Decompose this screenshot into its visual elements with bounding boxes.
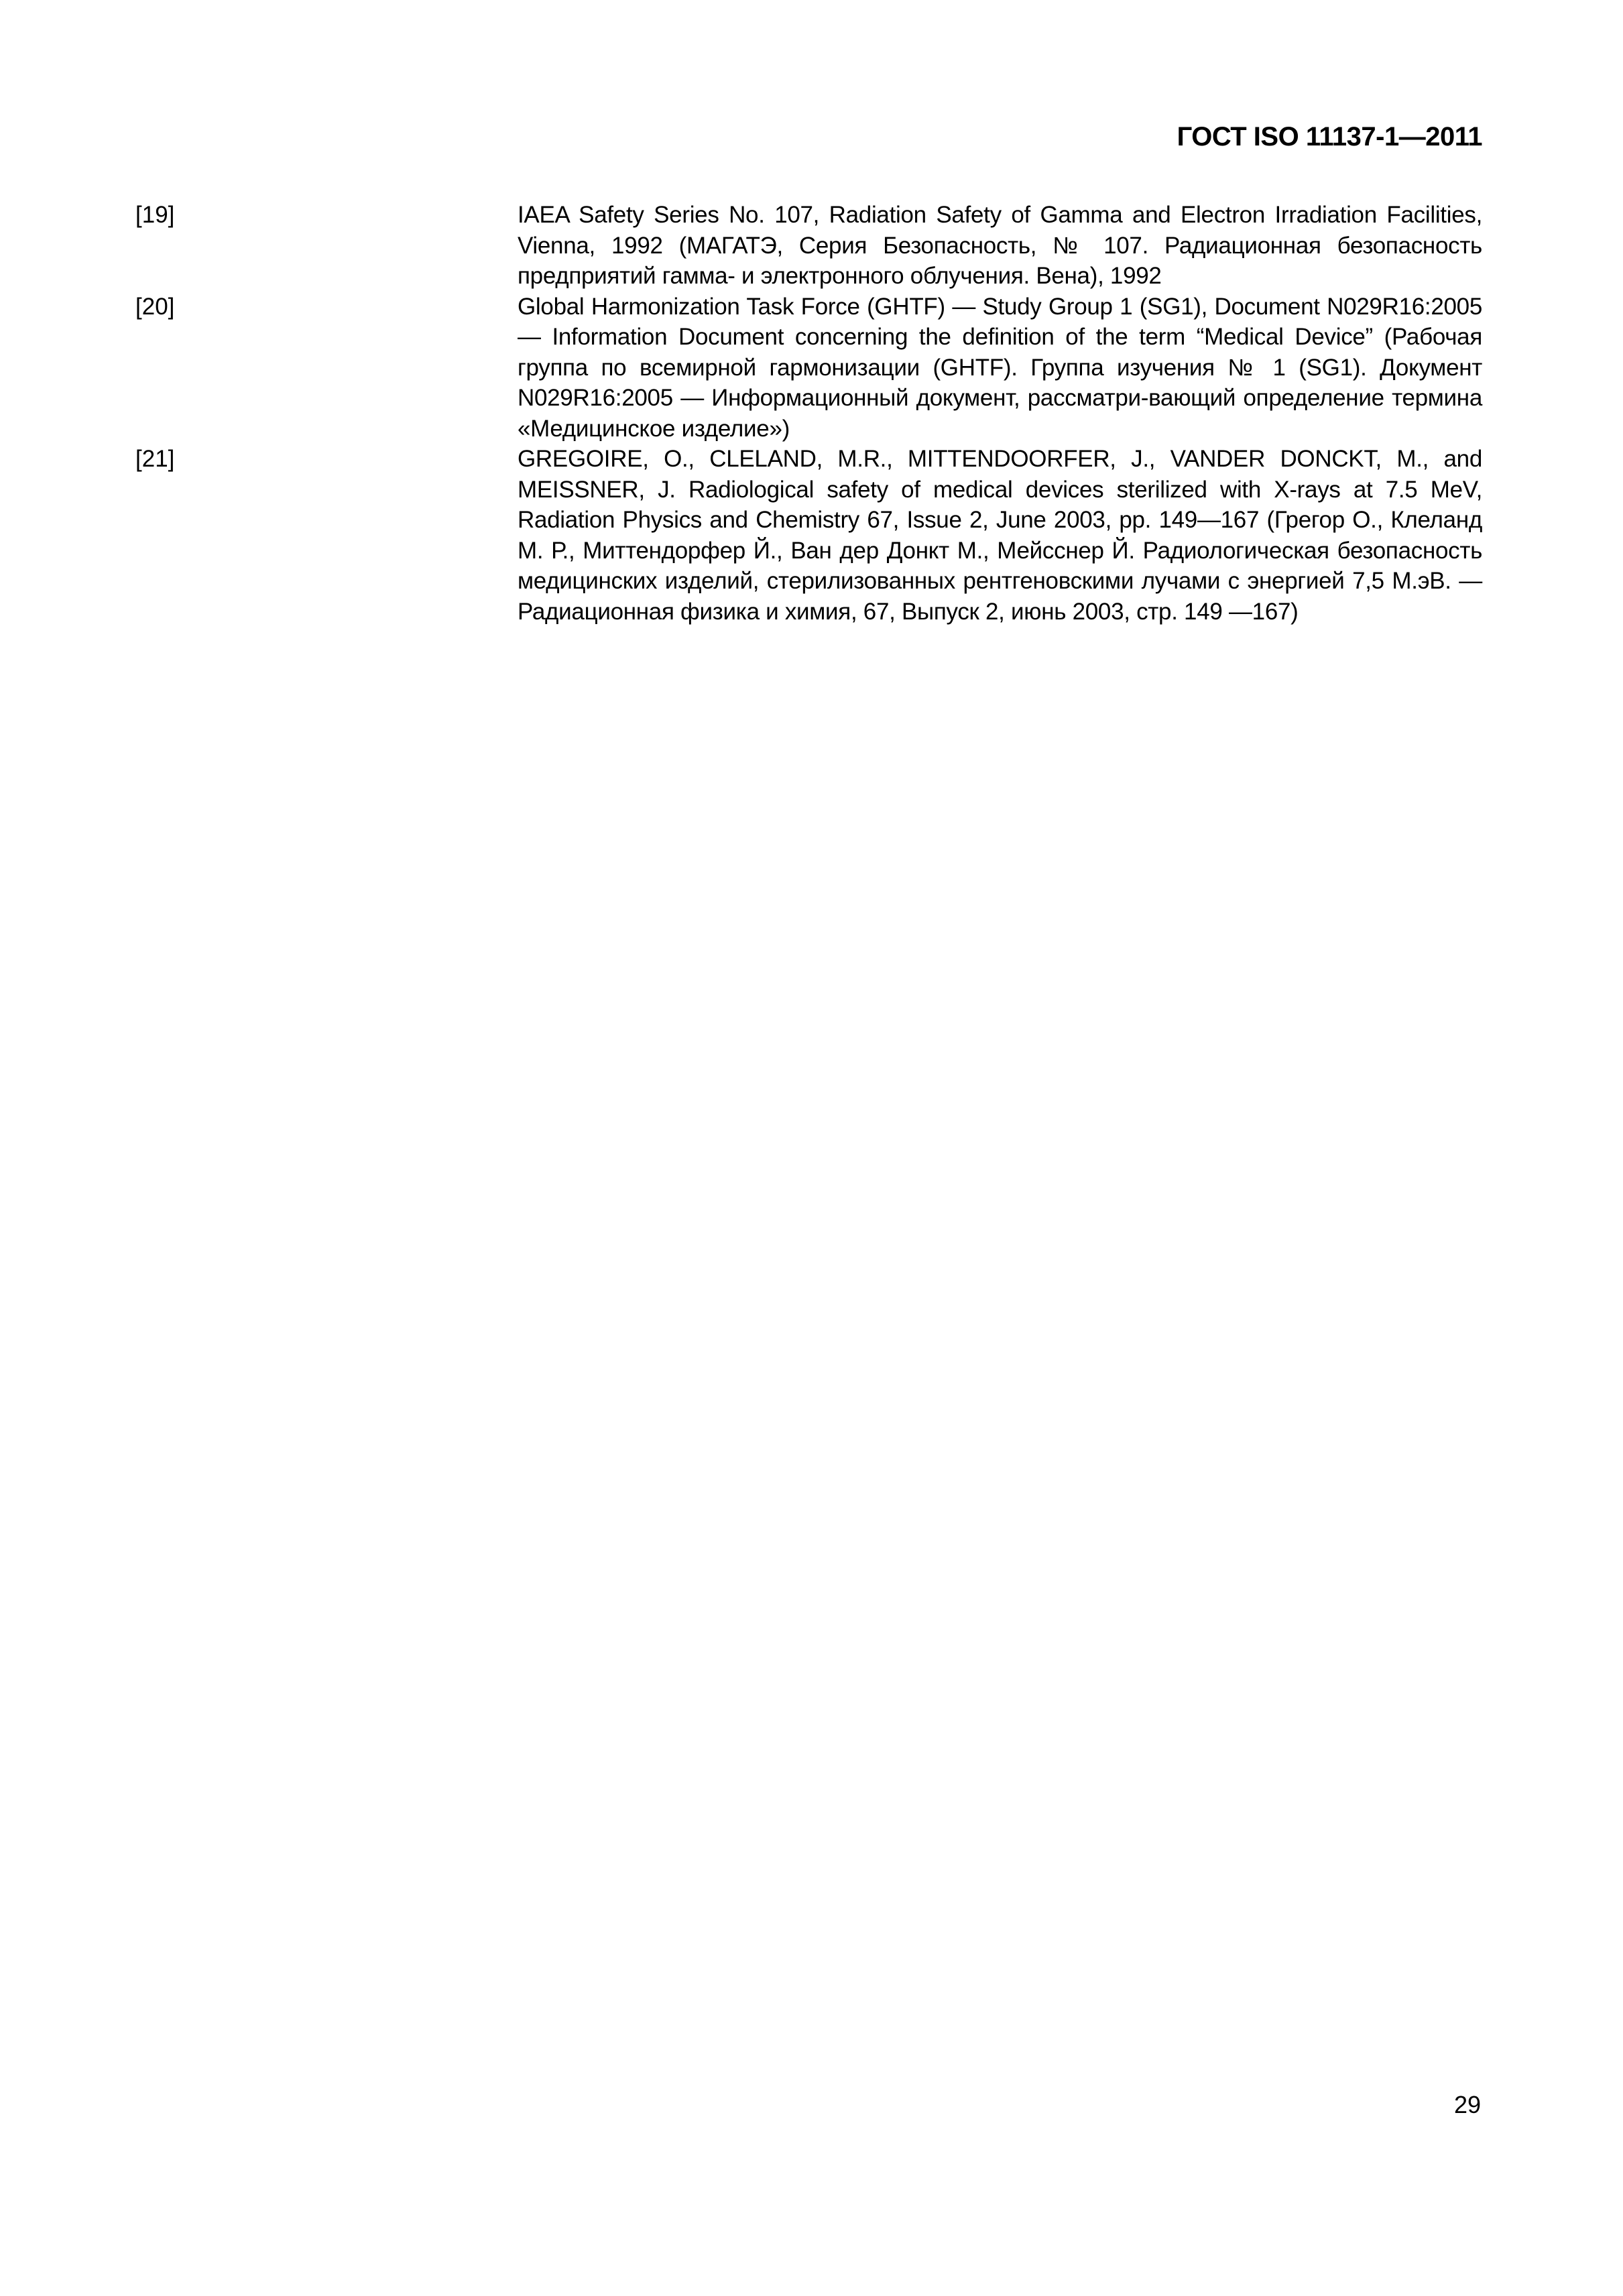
page-header-standard-id: ГОСТ ISO 11137-1—2011 [1177, 122, 1482, 152]
bibliography-entry-19 [135, 200, 1482, 292]
bibliography-entry-20 [135, 292, 1482, 444]
page-number: 29 [1453, 2091, 1481, 2118]
bibliography-entry-text: GREGOIRE, O., CLELAND, M.R., MITTENDOORFER, J., VANDER DONCKT, M., and MEISSNER, J. Radiological safety of medical devices sterilized with X-rays at 7.5 MeV, Radiation Physics and Chemistry 67, Issue 2, June 2003, pp. 149—167 (Грегор О., Клеланд М. Р., Миттендорфер Й., Ван дер Донкт М., Мейсснер Й. Радиологическая безопасность медицинских изделий, стерилизованных рентгеновскими лучами с энергией 7,5 М.эВ. — Радиационная физика и химия, 67, Выпуск 2, июнь 2003, стр. 149 —167) [518, 446, 1482, 625]
bibliography-entry-number: [21] [135, 446, 175, 472]
bibliography-list [135, 200, 1482, 627]
bibliography-entry-number: [19] [135, 202, 175, 228]
bibliography-entry-text: Global Harmonization Task Force (GHTF) — Study Group 1 (SG1), Document N029R16:2005 — Information Document concerning the definition of the term “Medical Device” (Рабочая группа по всемирной гармонизации (GHTF). Группа изучения № 1 (SG1). Документ N029R16:2005 — Информационный документ, рассматри-вающий определение термина «Медицинское изделие») [518, 293, 1482, 442]
bibliography-entry-number: [20] [135, 293, 175, 320]
bibliography-entry-21 [135, 444, 1482, 627]
bibliography-entry-text: IAEA Safety Series No. 107, Radiation Safety of Gamma and Electron Irradiation Facilities, Vienna, 1992 (МАГАТЭ, Серия Безопасность, № 107. Радиационная безопасность предприятий гамма- и электронного облучения. Вена), 1992 [518, 202, 1482, 289]
